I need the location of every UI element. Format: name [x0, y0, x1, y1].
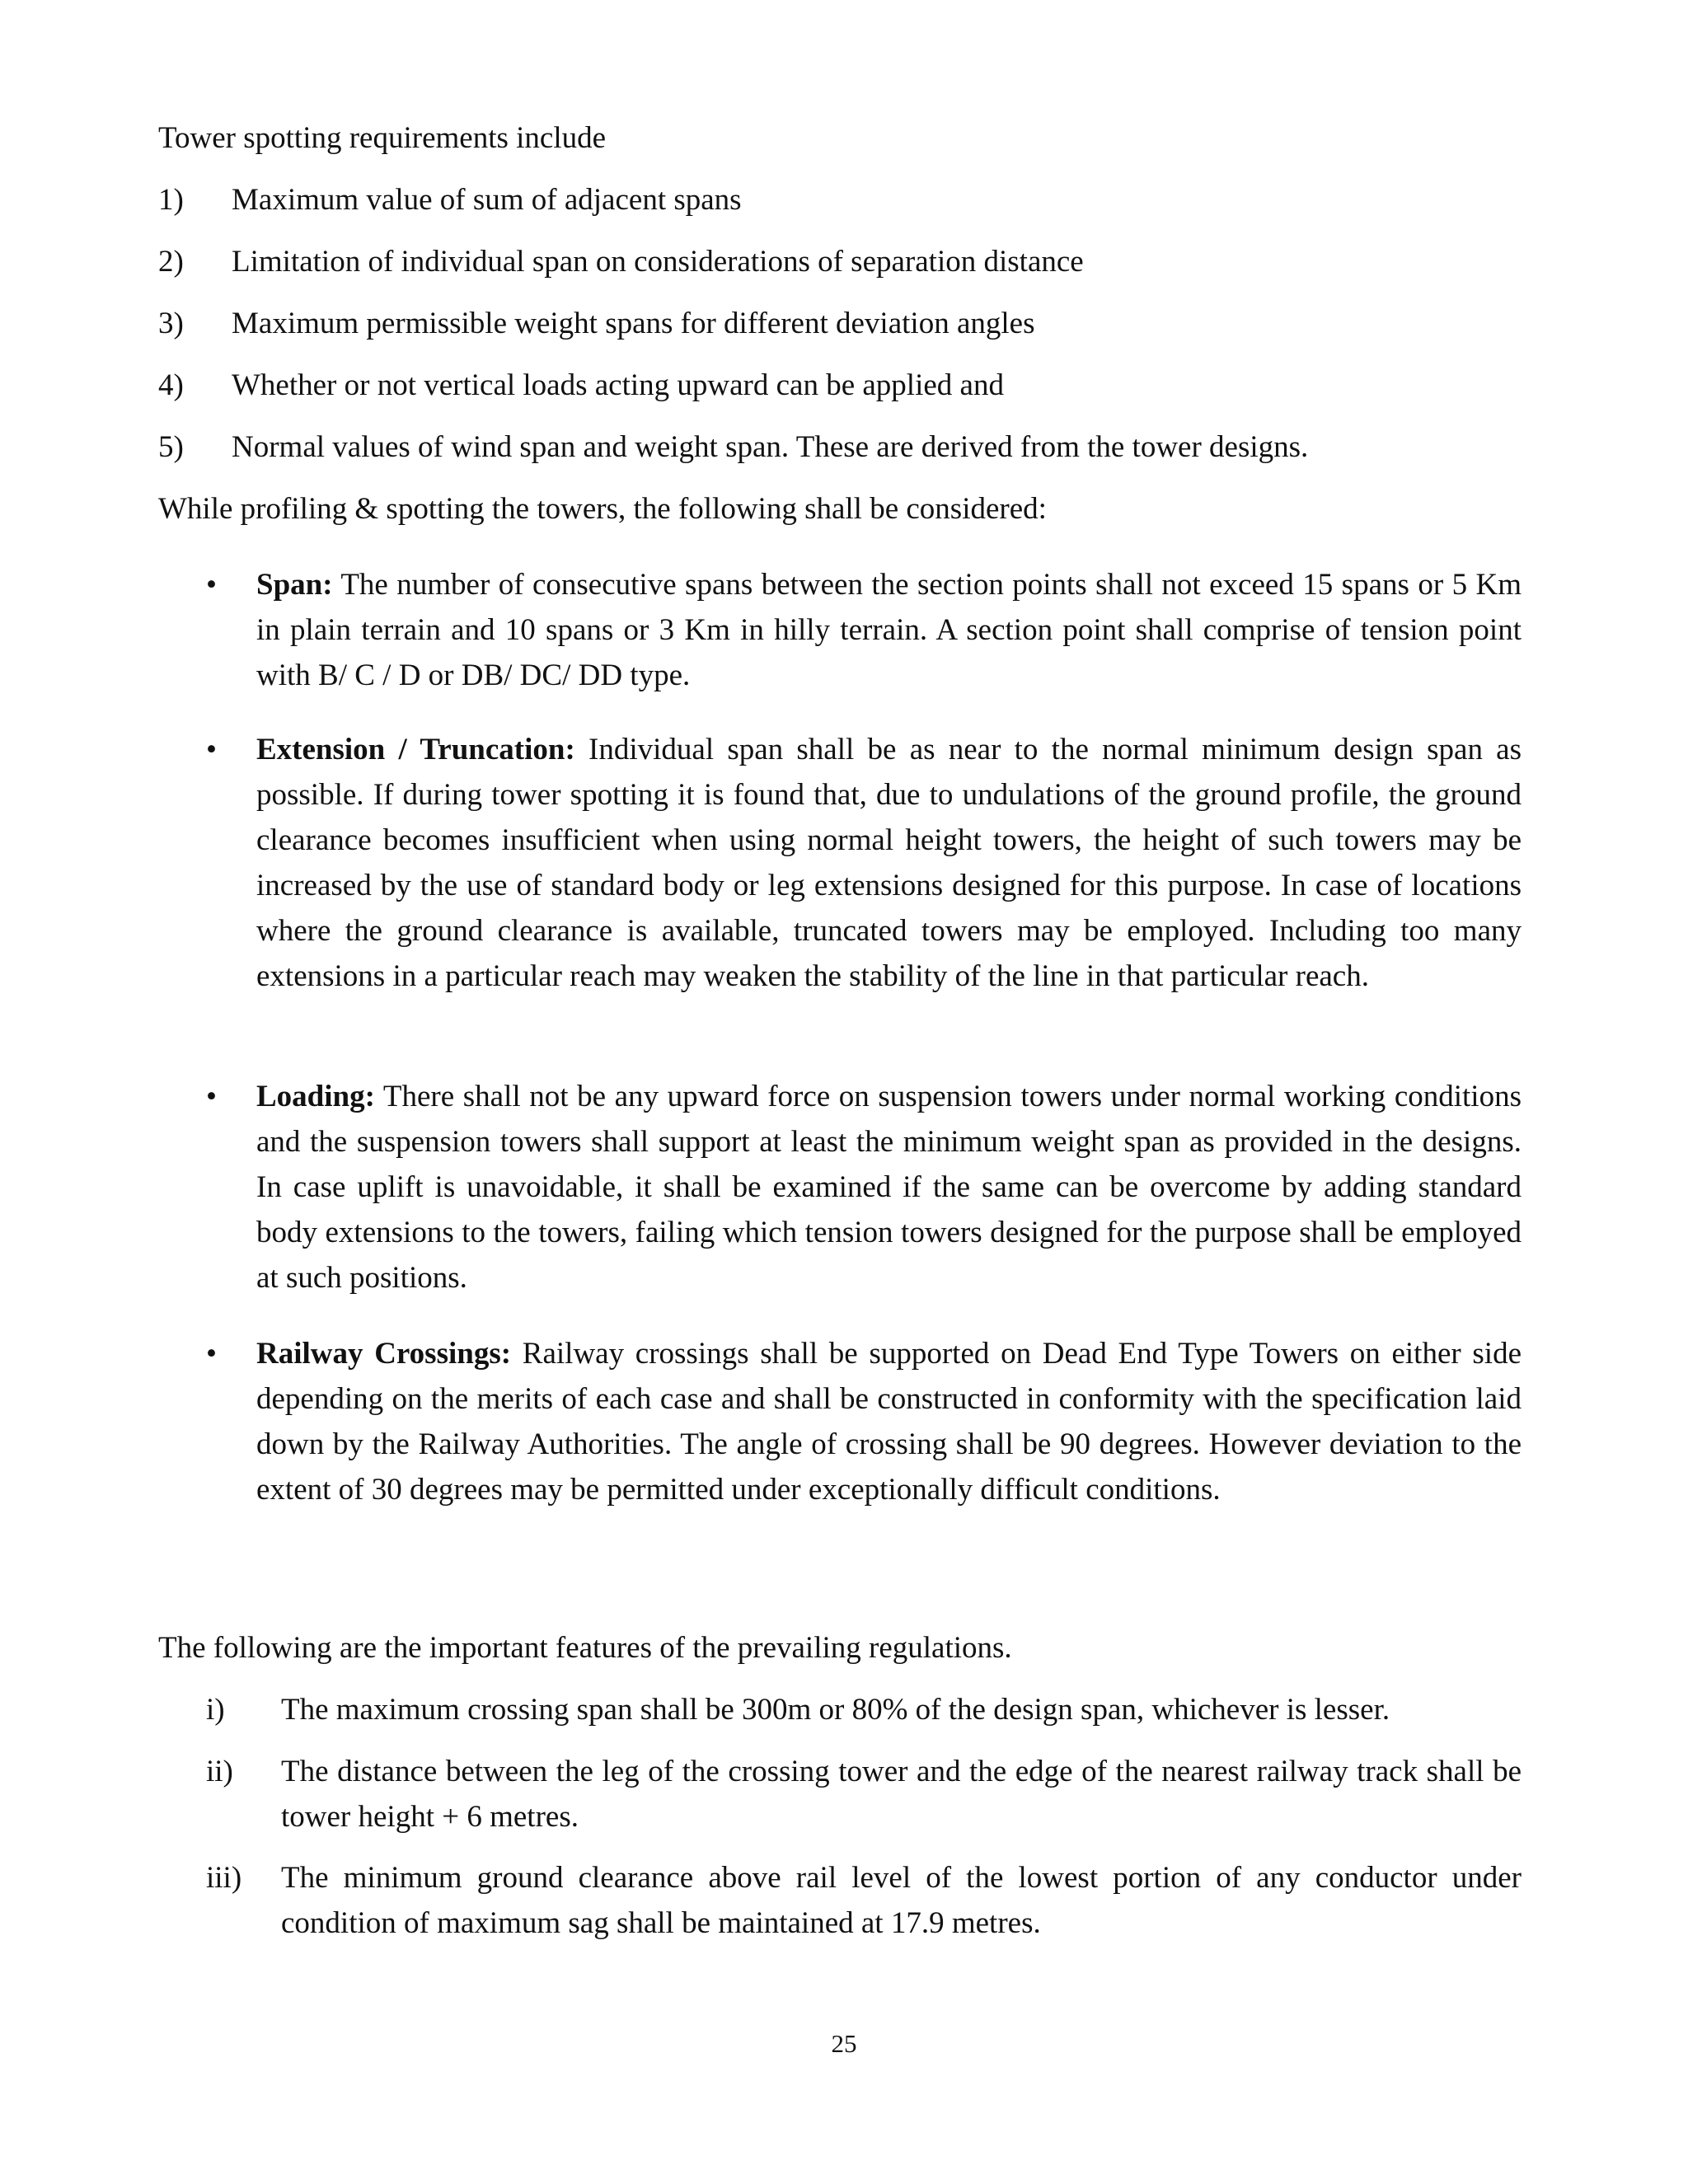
regulation-number: ii): [206, 1755, 233, 1788]
regulations-intro: The following are the important features of the prevailing regulations.: [158, 1631, 1012, 1665]
bullet-title: Extension / Truncation:: [256, 733, 575, 766]
bullet-icon: •: [206, 1080, 217, 1113]
bullet-icon: •: [206, 733, 217, 766]
regulation-number: i): [206, 1693, 225, 1727]
regulation-text: The distance between the leg of the crossing tower and the edge of the nearest railway track shall be tower height + 6 metres.: [281, 1755, 1522, 1834]
bullet-title: Loading:: [256, 1080, 375, 1113]
bullet-span: [256, 562, 1522, 698]
bullet-railway-crossings: [256, 1331, 1522, 1512]
requirement-text: Whether or not vertical loads acting upward can be applied and: [232, 368, 1004, 402]
requirement-number: 5): [158, 430, 184, 464]
regulation-text: The maximum crossing span shall be 300m or 80% of the design span, whichever is lesser.: [281, 1693, 1390, 1727]
considerations-intro: While profiling & spotting the towers, the following shall be considered:: [158, 492, 1047, 526]
regulation-text: The minimum ground clearance above rail level of the lowest portion of any conductor under condition of maximum sag shall be maintained at 17.9 metres.: [281, 1861, 1522, 1940]
regulation-number: iii): [206, 1861, 242, 1895]
page-number: 25: [831, 2029, 857, 2058]
requirement-text: Maximum value of sum of adjacent spans: [232, 183, 742, 217]
bullet-extension-truncation: [256, 727, 1522, 999]
requirement-text: Normal values of wind span and weight span. These are derived from the tower designs.: [232, 430, 1309, 464]
requirement-text: Limitation of individual span on considerations of separation distance: [232, 245, 1084, 279]
requirement-text: Maximum permissible weight spans for different deviation angles: [232, 307, 1035, 340]
requirement-number: 4): [158, 368, 184, 402]
bullet-text: The number of consecutive spans between the section points shall not exceed 15 spans or 5 Km in plain terrain and 10 spans or 3 Km in hilly terrain. A section point shall comprise of tension point with B/ C / D or DB/ DC/ DD type.: [256, 568, 1522, 692]
requirement-number: 1): [158, 183, 184, 217]
bullet-icon: •: [206, 568, 217, 602]
bullet-text: Railway crossings shall be supported on Dead End Type Towers on either side depending on the merits of each case and shall be constructed in conformity with the specification laid down by the Railway Authorities. The angle of crossing shall be 90 degrees. However deviation to the extent of 30 degrees may be permitted under exceptionally difficult conditions.: [256, 1337, 1522, 1507]
bullet-title: Span:: [256, 568, 333, 602]
intro-text: Tower spotting requirements include: [158, 121, 607, 155]
requirement-number: 3): [158, 307, 184, 340]
bullet-title: Railway Crossings:: [256, 1337, 512, 1371]
bullet-loading: [256, 1074, 1522, 1301]
bullet-icon: •: [206, 1337, 217, 1371]
bullet-text: There shall not be any upward force on suspension towers under normal working conditions and the suspension towers shall support at least the minimum weight span as provided in the designs. In case uplift is unavoidable, it shall be examined if the same can be overcome by adding standard body extensions to the towers, failing which tension towers designed for the purpose shall be employed at such positions.: [256, 1080, 1522, 1295]
bullet-text: Individual span shall be as near to the normal minimum design span as possible. If during tower spotting it is found that, due to undulations of the ground profile, the ground clearance becomes insufficient when using normal height towers, the height of such towers may be increased by the use of standard body or leg extensions designed for this purpose. In case of locations where the ground clearance is available, truncated towers may be employed. Including too many extensions in a particular reach may weaken the stability of the line in that particular reach.: [256, 733, 1522, 993]
requirement-number: 2): [158, 245, 184, 279]
